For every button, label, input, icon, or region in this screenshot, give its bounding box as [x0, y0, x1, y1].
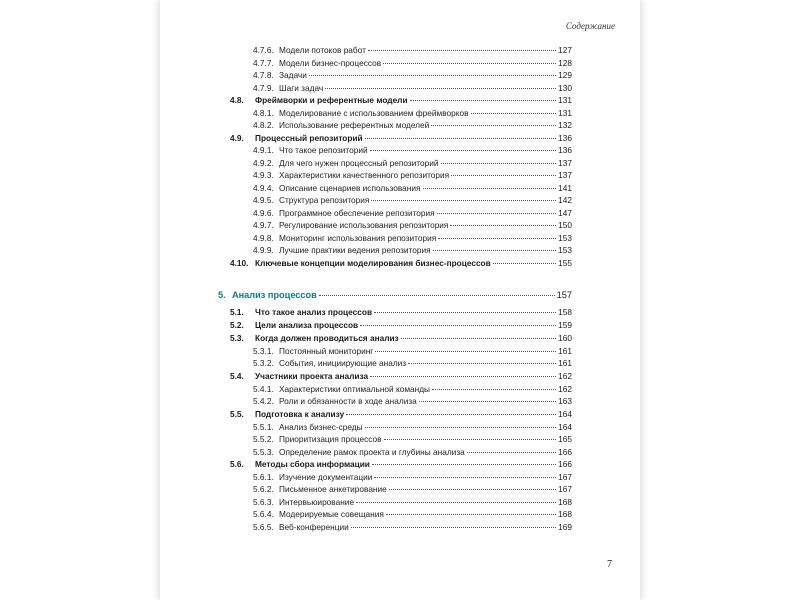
toc-entry[interactable]: 5.5. Подготовка к анализу 164 [230, 409, 572, 419]
dot-leader [319, 295, 555, 296]
toc-entry[interactable]: 5.5.3. Определение рамок проекта и глубины анализа 166 [253, 446, 572, 457]
dot-leader [370, 150, 557, 151]
toc-entry[interactable]: 4.8. Фреймворки и референтные модели 131 [230, 95, 572, 105]
dot-leader [441, 163, 557, 164]
toc-entry[interactable]: 5.1. Что такое анализ процессов 158 [230, 307, 572, 317]
dot-leader [419, 401, 556, 402]
toc-entry[interactable]: 4.9.2. Для чего нужен процессный репозиторий 137 [253, 157, 572, 168]
toc-entry[interactable]: 4.9.5. Структура репозитория 142 [253, 195, 572, 205]
toc-entry[interactable]: 4.7.7. Модели бизнес-процессов 128 [253, 57, 572, 68]
toc-entry[interactable]: 4.9. Процессный репозиторий 136 [230, 132, 572, 143]
running-head: Содержание [565, 21, 615, 31]
dot-leader [389, 489, 556, 490]
toc-entry[interactable]: 4.10. Ключевые концепции моделирования бизнес-процессов 155 [230, 258, 572, 268]
dot-leader [467, 452, 556, 453]
dot-leader [365, 138, 557, 139]
toc-entry[interactable]: 5.6.1. Изучение документации 167 [253, 471, 572, 482]
toc-entry[interactable]: 5.3.2. События, инициирующие анализ 161 [253, 358, 572, 368]
toc-entry[interactable]: 4.9.8. Мониторинг использования репозитория 153 [253, 232, 572, 243]
dot-leader [371, 200, 556, 201]
dot-leader [438, 238, 556, 239]
dot-leader [346, 414, 556, 415]
dot-leader [408, 363, 556, 364]
dot-leader [423, 188, 557, 189]
dot-leader [493, 263, 556, 264]
toc-entry[interactable]: 5.6.3. Интервьюирование 168 [253, 496, 572, 507]
page-number: 7 [607, 559, 612, 570]
dot-leader [433, 250, 557, 251]
dot-leader [437, 213, 557, 214]
toc-entry[interactable]: 5.4. Участники проекта анализа 162 [230, 371, 572, 381]
toc-entry[interactable]: 5.6.5. Веб-конференции 169 [253, 521, 572, 532]
dot-leader [431, 125, 556, 126]
toc-entry[interactable]: 5.6.2. Письменное анкетирование 167 [253, 484, 572, 494]
toc-entry[interactable]: 4.9.7. Регулирование использования репозитория 150 [253, 220, 572, 230]
dot-leader [370, 376, 556, 377]
toc-entry[interactable]: 5.3. Когда должен проводиться анализ 160 [230, 333, 572, 343]
dot-leader [368, 50, 556, 51]
toc-entry[interactable]: 4.7.9. Шаги задач 130 [253, 82, 572, 93]
dot-leader [410, 100, 557, 101]
toc-entry[interactable]: 4.8.1. Моделирование с использованием фреймворков 131 [253, 107, 572, 118]
toc-entry[interactable]: 4.9.1. Что такое репозиторий 136 [253, 145, 572, 155]
toc-entry[interactable]: 4.7.6. Модели потоков работ 127 [253, 45, 572, 55]
toc-entry[interactable]: 5.3.1. Постоянный мониторинг 161 [253, 345, 572, 356]
dot-leader [386, 514, 556, 515]
toc-entry[interactable]: 4.9.9. Лучшие практики ведения репозитория 153 [253, 245, 572, 255]
dot-leader [432, 389, 556, 390]
toc-entry[interactable]: 5.5.2. Приоритизация процессов 165 [253, 434, 572, 444]
dot-leader [372, 464, 556, 465]
toc-entry[interactable]: 5.5.1. Анализ бизнес-среды 164 [253, 421, 572, 432]
toc-entry[interactable]: 5.4.2. Роли и обязанности в ходе анализа 163 [253, 396, 572, 406]
toc-entry[interactable]: 4.7.8. Задачи 129 [253, 70, 572, 80]
toc-entry[interactable]: 4.8.2. Использование референтных моделей 132 [253, 120, 572, 130]
dot-leader [450, 225, 556, 226]
dot-leader [351, 527, 556, 528]
dot-leader [384, 439, 557, 440]
dot-leader [471, 113, 557, 114]
dot-leader [325, 88, 556, 89]
toc-entry[interactable]: 5.6. Методы сбора информации 166 [230, 459, 572, 469]
dot-leader [374, 312, 556, 313]
dot-leader [365, 427, 557, 428]
toc-entry[interactable]: 4.9.4. Описание сценариев использования 141 [253, 182, 572, 193]
toc-entry[interactable]: 5.2. Цели анализа процессов 159 [230, 320, 572, 330]
dot-leader [374, 477, 556, 478]
toc-entry[interactable]: 4.9.6. Программное обеспечение репозитория 147 [253, 207, 572, 218]
toc-entry[interactable]: 5.6.4. Модерируемые совещания 168 [253, 509, 572, 519]
dot-leader [451, 175, 556, 176]
toc-entry[interactable]: 4.9.3. Характеристики качественного репозитория 137 [253, 170, 572, 180]
dot-leader [383, 63, 556, 64]
dot-leader [401, 338, 556, 339]
document-page [160, 0, 640, 600]
dot-leader [356, 502, 556, 503]
dot-leader [375, 351, 556, 352]
dot-leader [309, 75, 556, 76]
toc-chapter-entry[interactable]: 5. Анализ процессов 157 [218, 290, 572, 300]
dot-leader [360, 325, 556, 326]
toc-entry[interactable]: 5.4.1. Характеристики оптимальной команды 162 [253, 383, 572, 394]
